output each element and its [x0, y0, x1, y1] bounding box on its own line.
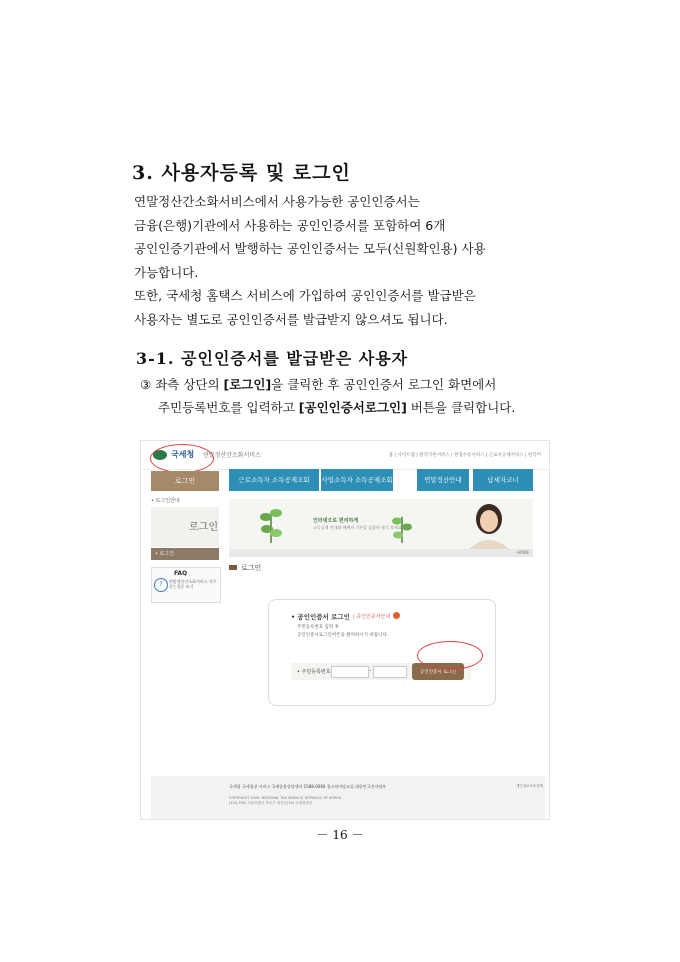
- page-number: － 16 －: [316, 828, 364, 842]
- nav-login-tab[interactable]: 로그인: [151, 471, 219, 491]
- highlight-circle-logo: [150, 444, 214, 473]
- footer-copyright: [229, 796, 341, 806]
- paragraph-certificate-info: [134, 190, 564, 284]
- section-title: 3. 사용자등록 및 로그인: [132, 162, 351, 184]
- faq-description: 연말정산간소화서비스 자주묻는질문 보기: [169, 579, 217, 589]
- woman-photo: [459, 501, 515, 549]
- cert-guide-link[interactable]: | 공인인증서안내: [353, 614, 391, 620]
- question-icon: ?: [154, 578, 168, 592]
- nav-tab-employee[interactable]: 근로소득자 소득공제조회: [229, 469, 319, 491]
- login-instruction: 공인인증서로그인버튼을 클릭하시기 바랍니다.: [297, 633, 389, 638]
- nav-tab-business[interactable]: 사업소득자 소득공제조회: [321, 469, 393, 491]
- address-line: (110-760) 서울특별시 종로구 청진동(19) 국세청빌딩: [229, 801, 313, 805]
- resident-number-dash: -: [369, 667, 372, 674]
- cert-login-button[interactable]: 공인인증서 로그인: [412, 663, 464, 680]
- step-text: 을 클릭한 후 공인인증서 로그인 화면에서: [271, 377, 497, 392]
- left-sub-label: • 로그인안내: [151, 498, 180, 504]
- step-instruction: [140, 373, 515, 419]
- breadcrumb[interactable]: HOME: [516, 550, 529, 555]
- site-logo[interactable]: 국세청: [171, 450, 195, 459]
- banner-subtitle: 소득공제 안내와 혜택의 기본을 꼼꼼히 챙기 보세요.: [313, 525, 404, 530]
- left-title: 로그인: [189, 522, 218, 533]
- embedded-screenshot: [140, 440, 550, 820]
- copyright-line: COPYRIGHT 2009. NATIONAL TAX SERVICE. REPUBLIC OF KOREA: [229, 796, 342, 800]
- utility-links[interactable]: 홈 | 사이트맵 | 원격지원서비스 | 원접수증서비스 | 근로자공제서비스 | 한국어: [388, 453, 541, 458]
- step-text: 좌측 상단의: [151, 377, 224, 392]
- login-instruction: 주민등록번호 입력 후: [297, 625, 339, 630]
- paragraph-line: 금융(은행)기관에서 사용하는 공인인증서를 포함하여 6개: [134, 217, 446, 233]
- step-number: ③: [140, 377, 152, 392]
- resident-number-label: • 주민등록번호: [297, 669, 331, 675]
- subsection-title: 3-1. 공인인증서를 발급받은 사용자: [136, 349, 409, 368]
- faq-title: FAQ: [174, 570, 188, 577]
- paragraph-hometax-info: [134, 284, 564, 331]
- resident-number-front-input[interactable]: [331, 666, 372, 678]
- paragraph-line: 또한, 국세청 홈택스 서비스에 가입하여 공인인증서를 발급받은: [134, 288, 476, 303]
- resident-number-back-input[interactable]: [373, 666, 407, 678]
- paragraph-line: 연말정산간소화서비스에서 사용가능한 공인인증서는: [134, 194, 420, 209]
- paragraph-line: 사용자는 별도로 공인인증서를 발급받지 않으셔도 됩니다.: [134, 311, 448, 327]
- paragraph-line: 공인인증기관에서 발행하는 공인인증서는 모두(신원확인용) 사용: [134, 241, 486, 256]
- nav-tab-guide[interactable]: 연말정산안내: [417, 469, 469, 491]
- privacy-policy-link[interactable]: 개인정보보호정책: [515, 784, 543, 788]
- breadcrumb-bar: [229, 549, 533, 557]
- footer-links[interactable]: 국세청 국세청장 서비스 국세종합상담센터 1588-0060 청소년마당교실 대한민국전자정부: [229, 784, 386, 789]
- banner-title: 인터넷으로 편리하게: [313, 518, 359, 524]
- arrow-icon[interactable]: [393, 612, 400, 619]
- cert-login-title: • 공인인증서 로그인: [291, 613, 350, 621]
- paragraph-line: 가능합니다.: [134, 264, 199, 280]
- page-title: 로그인: [241, 564, 262, 572]
- plant-icon: [391, 503, 413, 543]
- step-text: 버튼을 클릭합니다.: [406, 400, 516, 415]
- site-footer: [151, 776, 545, 819]
- step-text: 주민등록번호를 입력하고: [158, 400, 299, 415]
- step-bold-cert-login: [공인인증서로그인]: [298, 400, 407, 415]
- step-bold-login: [로그인]: [223, 377, 272, 392]
- highlight-circle-login-button: [417, 641, 483, 670]
- nav-tab-taxpayer[interactable]: 납세자코너: [473, 469, 533, 491]
- plant-icon: [259, 503, 283, 543]
- site-logo-subtitle: 연말정산간소화서비스: [203, 452, 261, 459]
- left-menu-login[interactable]: • 로그인: [151, 548, 219, 560]
- title-bullet-icon: [229, 565, 237, 570]
